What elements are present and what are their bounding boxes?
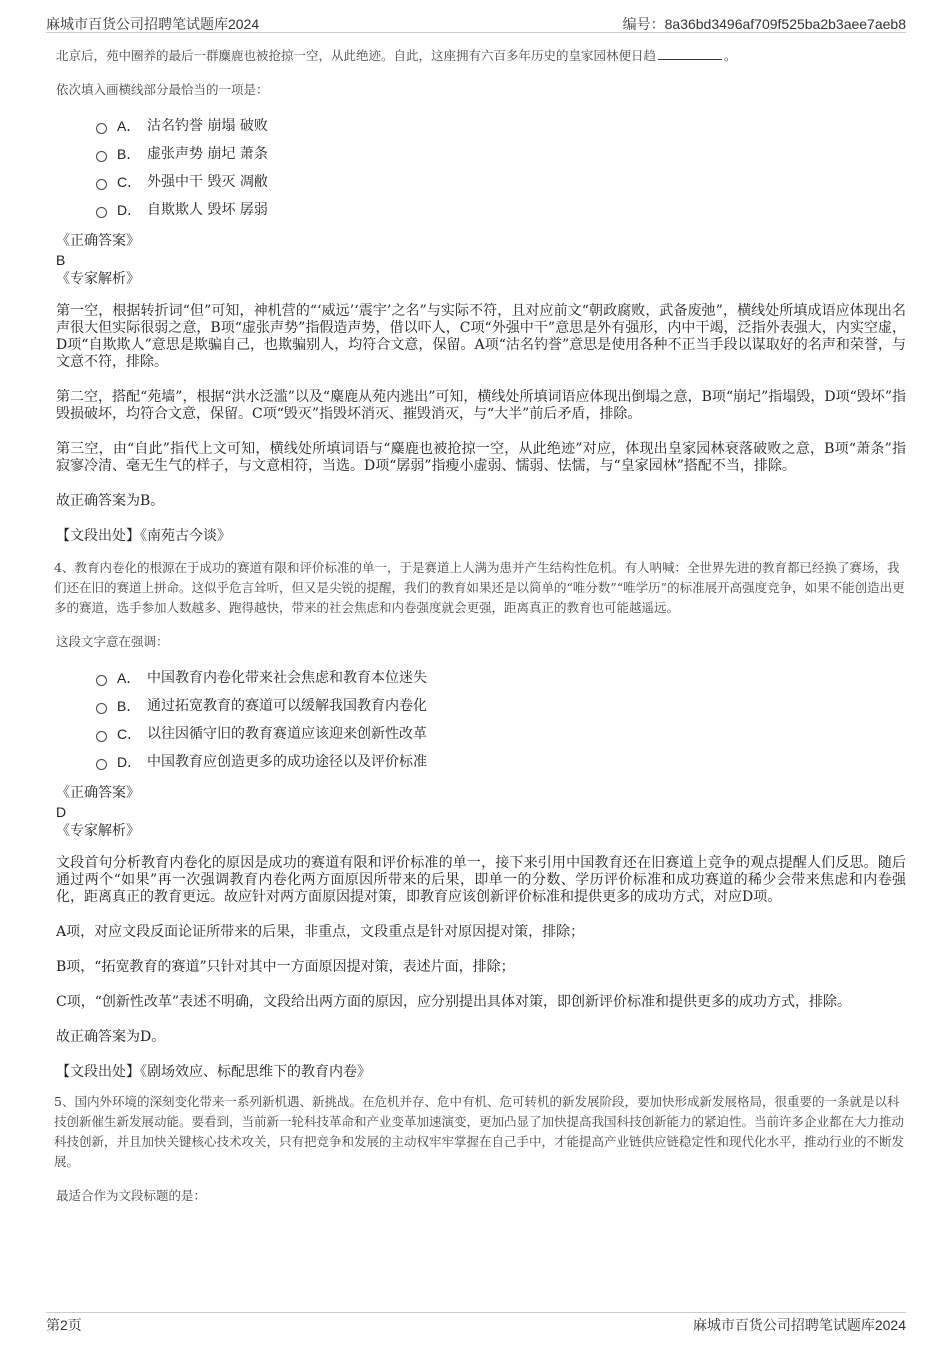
q4-source: 【文段出处】《剧场效应、标配思维下的教育内卷》: [56, 1064, 371, 1080]
q4-analysis-p4: C项，“创新性改革”表述不明确，文段给出两方面的原因，应分别提出具体对策，即创新评价标准和提供更多的成功方式，排除。: [56, 994, 852, 1010]
q4-analysis-p3: B项，“拓宽教育的赛道”只针对其中一方面原因提对策，表述片面，排除；: [56, 959, 515, 975]
q3-analysis-p3: 第三空，由“自此”指代上文可知，横线处所填词语与“麋鹿也被抢掠一空，从此绝迹”对应，体现出皇家园林衰落破败之意，B项“萧条”指寂寥冷清、毫无生气的样子，与文意相符，当选。D项“孱弱”指瘦小虚弱、懦弱、怯懦，与“皇家园林”搭配不当，排除。: [56, 441, 906, 474]
q4-analysis-p2: A项，对应文段反面论证所带来的后果，非重点，文段重点是针对原因提对策，排除；: [56, 924, 585, 940]
q3-option-d[interactable]: [96, 196, 906, 224]
q3-options: [96, 112, 906, 224]
option-letter: B．: [117, 146, 141, 162]
option-letter: C．: [117, 174, 142, 190]
footer-title: 麻城市百货公司招聘笔试题库2024: [692, 1317, 906, 1333]
q4-answer: D: [56, 804, 67, 820]
option-letter: C．: [117, 726, 142, 742]
q5-stem: 5、国内外环境的深刻变化带来一系列新机遇、新挑战。在危机并存、危中有机、危可转机的新发展阶段，要加快形成新发展格局，很重要的一条就是以科技创新催生新发展动能。要看到，当前新一轮科技革命和产业变革加速演变，更加凸显了加快提高我国科技创新能力的紧迫性。当前许多企业都在大力推动科技创新，并且加快关键核心技术攻关，只有把竞争和发展的主动权牢牢掌握在自己手中，才能提高产业链供应链稳定性和现代化水平，推动行业的不断发展。: [54, 1094, 905, 1169]
option-letter: A．: [117, 118, 141, 134]
q3-answer: B: [56, 252, 66, 268]
q4-option-c[interactable]: [96, 720, 906, 748]
option-text: 中国教育应创造更多的成功途径以及评价标准: [147, 754, 427, 770]
q4-analysis-conclusion: 故正确答案为D。: [56, 1029, 166, 1045]
radio-icon[interactable]: [96, 731, 107, 742]
header-serial: 编号：8a36bd3496af709f525ba2b3aee7aeb8: [622, 16, 906, 32]
option-letter: D．: [117, 754, 142, 770]
q5-prompt: 最适合作为文段标题的是：: [56, 1188, 207, 1203]
q4-analysis-label: 《专家解析》: [56, 823, 140, 839]
option-text: 虚张声势 崩圮 萧条: [147, 146, 268, 162]
option-text: 中国教育内卷化带来社会焦虑和教育本位迷失: [147, 670, 427, 686]
option-letter: B．: [117, 698, 141, 714]
q3-stem-text: 北京后，苑中圈养的最后一群麋鹿也被抢掠一空，从此绝迹。自此，这座拥有六百多年历史的皇家园林便日趋: [56, 48, 657, 63]
page-header: [46, 12, 906, 33]
q4-option-b[interactable]: [96, 692, 906, 720]
q4-analysis-p1: 文段首句分析教育内卷化的原因是成功的赛道有限和评价标准的单一，接下来引用中国教育还在旧赛道上竞争的观点提醒人们反思。随后通过两个“如果”再一次强调教育内卷化两方面原因所带来的后果，即单一的分数、学历评价标准和成功赛道的稀少会带来焦虑和内卷强化，距离真正的教育更远。故应针对两方面原因提对策，即教育应该创新评价标准和提供更多的成功方式，对应D项。: [56, 855, 906, 905]
option-letter: A．: [117, 670, 141, 686]
radio-icon[interactable]: [96, 675, 107, 686]
q4-answer-label: 《正确答案》: [56, 785, 140, 801]
q3-stem-end: 。: [724, 48, 737, 63]
radio-icon[interactable]: [96, 123, 107, 134]
q4-option-d[interactable]: [96, 748, 906, 776]
q3-analysis-p1: 第一空，根据转折词“但”可知，神机营的“‘威远’‘震宇’之名”与实际不符，且对应前文“朝政腐败，武备废弛”，横线处所填成语应体现出名声很大但实际很弱之意，B项“虚张声势”指假造声势，借以吓人，C项“外强中干”意思是外有强形，内中干竭，泛指外表强大，内实空虚，D项“自欺欺人”意思是欺骗自己，也欺骗别人，均符合文意，保留。A项“沽名钓誉”意思是使用各种不正当手段以谋取好的名声和荣誉，与文意不符，排除。: [56, 303, 906, 370]
q3-answer-label: 《正确答案》: [56, 233, 140, 249]
q3-analysis-conclusion: 故正确答案为B。: [56, 493, 165, 509]
option-text: 沽名钓誉 崩塌 破败: [147, 118, 268, 134]
radio-icon[interactable]: [96, 151, 107, 162]
q4-options: [96, 664, 906, 776]
q3-analysis-label: 《专家解析》: [56, 271, 140, 287]
radio-icon[interactable]: [96, 179, 107, 190]
q4-prompt: 这段文字意在强调：: [56, 634, 169, 649]
radio-icon[interactable]: [96, 207, 107, 218]
option-letter: D．: [117, 202, 142, 218]
q3-prompt: 依次填入画横线部分最恰当的一项是：: [56, 82, 269, 97]
q3-blank: [658, 49, 722, 60]
option-text: 以往因循守旧的教育赛道应该迎来创新性改革: [147, 726, 427, 742]
option-text: 通过拓宽教育的赛道可以缓解我国教育内卷化: [147, 698, 427, 714]
option-text: 自欺欺人 毁坏 孱弱: [147, 202, 268, 218]
q3-option-b[interactable]: [96, 140, 906, 168]
option-text: 外强中干 毁灭 凋敝: [147, 174, 268, 190]
header-title: 麻城市百货公司招聘笔试题库2024: [46, 16, 260, 32]
q4-stem: 4、教育内卷化的根源在于成功的赛道有限和评价标准的单一，于是赛道上人满为患并产生结构性危机。有人呐喊：全世界先进的教育都已经换了赛场，我们还在旧的赛道上拼命。这似乎危言耸听，但又是尖锐的提醒，我们的教育如果还是以简单的“唯分数”“唯学历”的标准展开高强度竞争，如果不能创造出更多的赛道，选手参加人数越多、跑得越快，带来的社会焦虑和内卷强度就会更强，距离真正的教育也可能越遥远。: [54, 560, 905, 615]
q3-option-c[interactable]: [96, 168, 906, 196]
q3-stem: [56, 46, 906, 66]
q3-analysis-p2: 第二空，搭配“苑墙”，根据“洪水泛滥”以及“麋鹿从苑内逃出”可知，横线处所填词语应体现出倒塌之意，B项“崩圮”指塌毁，D项“毁坏”指毁损破坏，均符合文意，保留。C项“毁灭”指毁坏消灭、摧毁消灭，与“大半”前后矛盾，排除。: [56, 389, 906, 422]
radio-icon[interactable]: [96, 759, 107, 770]
q4-option-a[interactable]: [96, 664, 906, 692]
radio-icon[interactable]: [96, 703, 107, 714]
q3-source: 【文段出处】《南苑古今谈》: [56, 528, 231, 544]
page-footer: [46, 1312, 906, 1335]
q3-option-a[interactable]: [96, 112, 906, 140]
page-content: [56, 46, 906, 1206]
page-number: 第2页: [46, 1317, 82, 1333]
